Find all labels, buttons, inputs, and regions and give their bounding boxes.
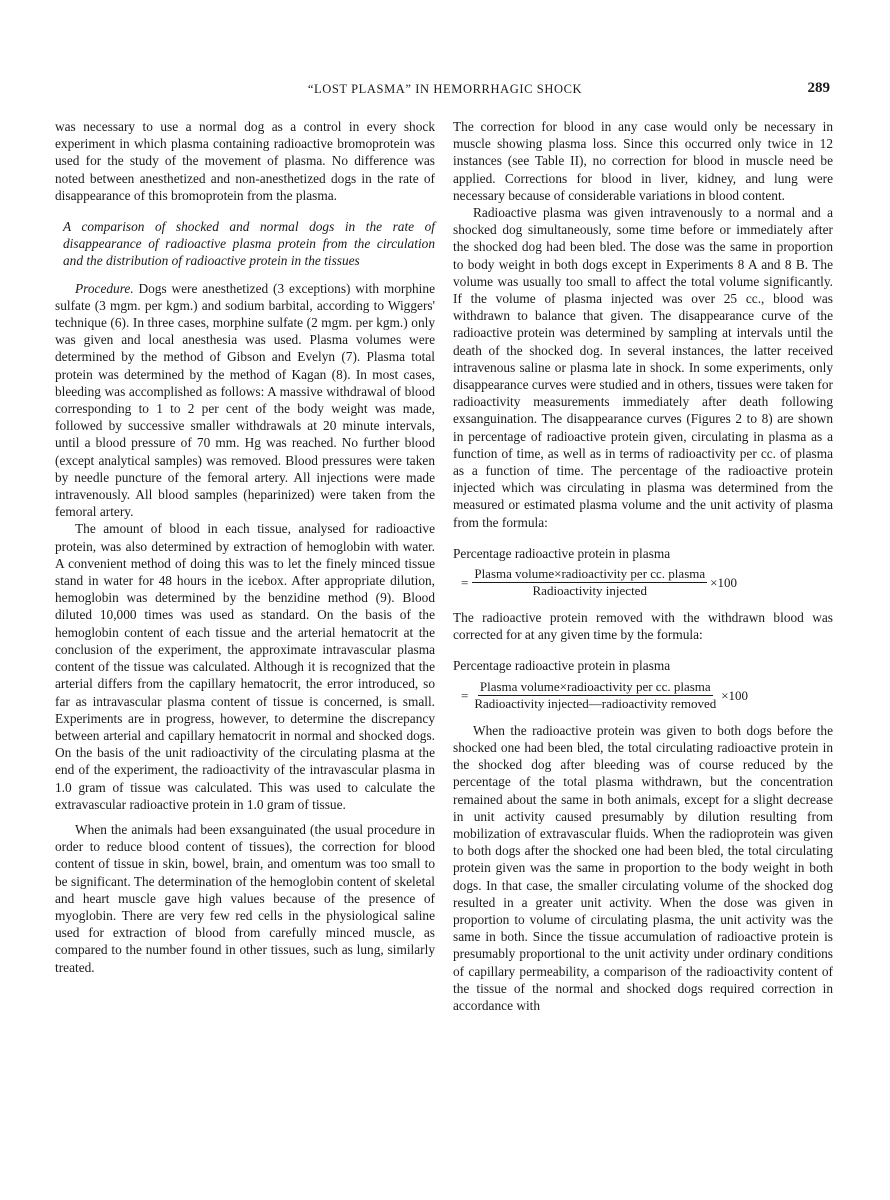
paragraph: [55, 280, 435, 521]
paragraph: The correction for blood in any case would only be necessary in muscle showing plasma loss. Since this occurred only twice in 12 instances (see Table II), no correction for blood in muscle need be applied. Corrections for blood in liver, kidney, and lung were necessary because of considerable variations in blood content.: [453, 119, 833, 203]
page-header: [60, 82, 830, 102]
paragraph: The amount of blood in each tissue, analysed for radioactive protein, was also determined by extraction of hemoglobin with water. A convenient method of doing this was to let the finely minced tissue stand in water for 48 hours in the icebox. After appropriate dilution, hemoglobin was determined by the benzidine method (9). Blood diluted 10,000 times was used as standard. On the basis of the hemoglobin content of each tissue and the arterial hematocrit at the conclusion of the experiment, the approximate intravascular plasma content of the tissue was calculated. Although it is recognized that the arterial differs from the capillary hematocrit, the error introduced, so far as intravascular plasma content of tissue is concerned, is small. Experiments are in progress, however, to determine the discrepancy between arterial and capillary hematocrit in normal and shocked dogs. On the basis of the unit radioactivity of the circulating plasma at the end of the experiment, the radioactivity of the intravascular plasma in 1.0 gram of tissue was calculated. This was used to calculate the extravascular radioactive protein in 1.0 gram of tissue.: [55, 521, 435, 812]
formula-label: Percentage radioactive protein in plasma: [453, 545, 671, 561]
fraction: [472, 566, 707, 599]
paragraph: Radioactive plasma was given intravenously to a normal and a shocked dog simultaneously, some time before or immediately after the shocked dog had been bled. The dose was the same in proportion to body weight in both dogs except in Experiments 8 A and 8 B. The volume was usually too small to affect the total volume significantly. If the volume of plasma injected was over 25 cc., blood was withdrawn to balance that given. The disappearance curve of the radioactive protein was determined by sampling at intervals until the death of the shocked dog. In several instances, the latter received intravenous saline or plasma late in shock. In some experiments, only disappearance curves were studied and in others, tissues were taken for radioactivity measurements immediately after death following exsanguination. The disappearance curves (Figures 2 to 8) are shown in percentage of radioactive protein given, circulating in plasma as a function of time, as well as in terms of radioactivity per cc. of plasma as a function of time. The percentage of the radioactive protein injected which was circulating in plasma was determined from the measured or estimated plasma volume and the unit activity of plasma from the formula:: [453, 205, 833, 530]
page-number: 289: [807, 80, 830, 96]
running-head: “LOST PLASMA” IN HEMORRHAGIC SHOCK: [307, 82, 583, 96]
run-in-heading: Procedure.: [75, 280, 134, 296]
fraction: [472, 679, 718, 712]
formula: [461, 679, 833, 712]
numerator: Plasma volume×radioactivity per cc. plasma: [479, 678, 711, 694]
paragraph: When the radioactive protein was given to both dogs before the shocked one had been bled, the total circulating radioactive protein in the shocked dog after bleeding was of course reduced by the percentage of the total plasma withdrawn, but the concentration remained about the same in both animals, except for a slight decrease in unit activity caused presumably by dilution resulting from mobilization of extravascular fluids. When the radioprotein was given to both dogs after the shocked one had been bled, the total circulating protein given was the same in proportion to the body weight in both dogs. In that case, the smaller circulating volume of the shocked dog resulted in a greater unit activity. When the dose was given in proportion to volume of circulating plasma, the unit activity was the same in both. Since the tissue accumulation of radioactive protein is presumably proportional to the unit activity under ordinary conditions of capillary permeability, a comparison of the radioactivity content of the tissue of the normal and shocked dogs required correction in accordance with: [453, 722, 833, 1013]
paragraph: When the animals had been exsanguinated (the usual procedure in order to reduce blood content of tissues), the correction for blood content of tissue in skin, bowel, brain, and omentum was too small to be significant. The determination of the hemoglobin content of skeletal and heart muscle gave high values because of the presence of myoglobin. There are very few red cells in the physiological saline used for extraction of blood from carefully minced muscle, as compared to the number found in other tissues, such as lung, similarly treated.: [55, 821, 435, 975]
numerator: Plasma volume×radioactivity per cc. plasma: [474, 566, 706, 582]
paragraph: was necessary to use a normal dog as a control in every shock experiment in which plasma containing radioactive bromoprotein was used for the study of the movement of plasma. No difference was noted between anesthetized and non-anesthetized dogs in the rate of disappearance of this bromoprotein from the plasma.: [55, 119, 435, 203]
equals-sign: =: [461, 574, 469, 590]
denominator: Radioactivity injected: [532, 583, 647, 599]
multiplier: ×100: [721, 687, 749, 703]
formula-label: Percentage radioactive protein in plasma: [453, 658, 671, 674]
section-heading: A comparison of shocked and normal dogs in the rate of disappearance of radioactive plasma protein from the circulation and the distribution of radioactive protein in the tissues: [63, 219, 435, 269]
denominator: Radioactivity injected—radioactivity removed: [474, 695, 717, 711]
paragraph: The radioactive protein removed with the withdrawn blood was corrected for at any given time by the formula:: [453, 610, 833, 643]
formula: [461, 566, 833, 599]
paragraph-text: Dogs were anesthetized (3 exceptions) with morphine sulfate (3 mgm. per kgm.) and sodium barbital, according to Wiggers' technique (6). In three cases, morphine sulfate (2 mgm. per kgm.) only was given and local anesthesia was used. Plasma volumes were determined by the method of Gibson and Evelyn (7). Plasma total protein was determined by the method of Kagan (8). In most cases, bleeding was accomplished as follows: A massive withdrawal of blood corresponding to 1 to 2 per cent of the body weight was made, followed by successive smaller withdrawals at 20 minute intervals, until a blood pressure of 70 mm. Hg was reached. No further blood (except analytical samples) was removed. Blood pressures were taken by needle puncture of the femoral artery. All injections were made intravenously. All blood samples (heparinized) were taken from the femoral artery.: [55, 280, 435, 520]
equals-sign: =: [461, 687, 469, 703]
right-column: [453, 118, 833, 1014]
left-column: [55, 118, 435, 976]
multiplier: ×100: [710, 574, 737, 590]
